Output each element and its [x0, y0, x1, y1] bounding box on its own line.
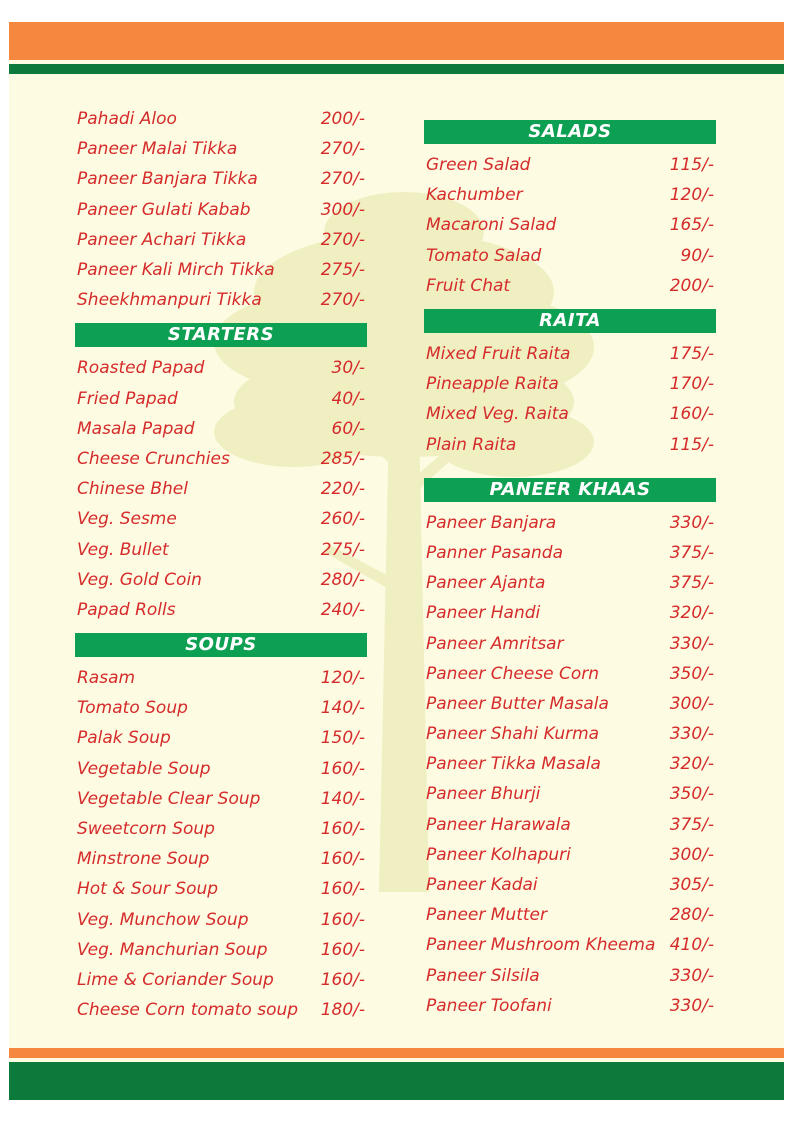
- top-green-band: [9, 64, 784, 74]
- item-name: Vegetable Soup: [77, 758, 211, 779]
- soups-list: [75, 663, 367, 1025]
- menu-item: [75, 844, 367, 874]
- menu-item: [424, 150, 716, 180]
- left-column: [75, 104, 367, 1025]
- item-name: Tomato Soup: [77, 698, 188, 719]
- menu-item: [75, 693, 367, 723]
- menu-item: [424, 900, 716, 930]
- item-price: 165/-: [669, 215, 714, 236]
- soups-header: SOUPS: [75, 633, 367, 657]
- menu-item: [75, 504, 367, 534]
- item-price: 300/-: [669, 844, 714, 865]
- menu-item: [424, 659, 716, 689]
- item-name: Pahadi Aloo: [77, 109, 177, 130]
- item-name: Panner Pasanda: [426, 542, 563, 563]
- menu-item: [75, 444, 367, 474]
- paneer-khaas-header: PANEER KHAAS: [424, 478, 716, 502]
- item-name: Chinese Bhel: [77, 479, 188, 500]
- item-price: 40/-: [331, 388, 365, 409]
- item-name: Paneer Butter Masala: [426, 693, 609, 714]
- menu-item: [75, 164, 367, 194]
- menu-item: [75, 104, 367, 134]
- menu-item: [75, 565, 367, 595]
- item-name: Veg. Munchow Soup: [77, 909, 249, 930]
- item-price: 160/-: [320, 909, 365, 930]
- menu-item: [424, 598, 716, 628]
- item-name: Veg. Manchurian Soup: [77, 939, 268, 960]
- item-price: 350/-: [669, 663, 714, 684]
- starters-header: STARTERS: [75, 323, 367, 347]
- menu-item: [75, 255, 367, 285]
- item-name: Roasted Papad: [77, 358, 205, 379]
- item-name: Sheekhmanpuri Tikka: [77, 290, 262, 311]
- menu-item: [424, 271, 716, 301]
- item-price: 120/-: [320, 668, 365, 689]
- item-name: Paneer Tikka Masala: [426, 754, 601, 775]
- menu-item: [424, 991, 716, 1021]
- menu-item: [424, 538, 716, 568]
- item-name: Veg. Gold Coin: [77, 569, 202, 590]
- menu-item: [424, 689, 716, 719]
- salads-list: [424, 150, 716, 301]
- menu-item: [424, 241, 716, 271]
- top-items-list: [75, 104, 367, 315]
- item-price: 320/-: [669, 754, 714, 775]
- item-name: Paneer Toofani: [426, 995, 552, 1016]
- menu-item: [75, 874, 367, 904]
- item-name: Sweetcorn Soup: [77, 819, 215, 840]
- item-name: Paneer Shahi Kurma: [426, 724, 600, 745]
- item-name: Paneer Cheese Corn: [426, 663, 600, 684]
- item-price: 330/-: [669, 633, 714, 654]
- item-price: 160/-: [320, 939, 365, 960]
- menu-item: [75, 195, 367, 225]
- item-name: Paneer Ajanta: [426, 573, 546, 594]
- item-price: 160/-: [320, 758, 365, 779]
- item-price: 180/-: [320, 1000, 365, 1021]
- bottom-green-band: [9, 1062, 784, 1100]
- menu-item: [424, 369, 716, 399]
- menu-item: [424, 779, 716, 809]
- item-name: Papad Rolls: [77, 599, 176, 620]
- item-name: Veg. Sesme: [77, 509, 177, 530]
- item-name: Paneer Kolhapuri: [426, 844, 571, 865]
- item-name: Palak Soup: [77, 728, 171, 749]
- item-price: 375/-: [669, 573, 714, 594]
- item-price: 240/-: [320, 599, 365, 620]
- menu-item: [424, 810, 716, 840]
- menu-item: [75, 965, 367, 995]
- item-name: Mixed Fruit Raita: [426, 344, 571, 365]
- item-price: 175/-: [669, 344, 714, 365]
- item-name: Pineapple Raita: [426, 374, 559, 395]
- item-price: 170/-: [669, 374, 714, 395]
- item-name: Paneer Bhurji: [426, 784, 541, 805]
- item-price: 200/-: [320, 109, 365, 130]
- menu-item: [424, 210, 716, 240]
- item-price: 275/-: [320, 260, 365, 281]
- item-name: Masala Papad: [77, 418, 195, 439]
- top-orange-band: [9, 22, 784, 60]
- item-price: 120/-: [669, 185, 714, 206]
- menu-item: [75, 534, 367, 564]
- item-price: 160/-: [320, 819, 365, 840]
- menu-item: [75, 353, 367, 383]
- item-name: Paneer Gulati Kabab: [77, 199, 251, 220]
- item-price: 330/-: [669, 995, 714, 1016]
- item-name: Paneer Achari Tikka: [77, 229, 247, 250]
- menu-item: [75, 784, 367, 814]
- menu-item: [424, 339, 716, 369]
- bottom-orange-band: [9, 1048, 784, 1058]
- menu-item: [424, 568, 716, 598]
- item-price: 150/-: [320, 728, 365, 749]
- menu-item: [424, 628, 716, 658]
- item-price: 270/-: [320, 290, 365, 311]
- item-name: Tomato Salad: [426, 245, 542, 266]
- item-price: 140/-: [320, 788, 365, 809]
- menu-item: [424, 840, 716, 870]
- item-price: 320/-: [669, 603, 714, 624]
- item-price: 410/-: [669, 935, 714, 956]
- paneer-khaas-list: [424, 508, 716, 1021]
- item-name: Cheese Corn tomato soup: [77, 1000, 299, 1021]
- menu-item: [75, 905, 367, 935]
- menu-item: [424, 961, 716, 991]
- item-price: 160/-: [320, 969, 365, 990]
- item-name: Kachumber: [426, 185, 523, 206]
- item-price: 270/-: [320, 229, 365, 250]
- item-name: Paneer Malai Tikka: [77, 139, 238, 160]
- item-price: 300/-: [320, 199, 365, 220]
- menu-item: [75, 814, 367, 844]
- menu-item: [75, 285, 367, 315]
- item-name: Green Salad: [426, 155, 531, 176]
- item-price: 140/-: [320, 698, 365, 719]
- item-price: 270/-: [320, 169, 365, 190]
- item-price: 280/-: [669, 905, 714, 926]
- menu-item: [75, 754, 367, 784]
- item-name: Plain Raita: [426, 434, 517, 455]
- item-price: 220/-: [320, 479, 365, 500]
- menu-item: [75, 384, 367, 414]
- item-price: 90/-: [680, 245, 714, 266]
- menu-item: [424, 749, 716, 779]
- menu-item: [75, 225, 367, 255]
- item-price: 260/-: [320, 509, 365, 530]
- item-price: 330/-: [669, 724, 714, 745]
- item-price: 30/-: [331, 358, 365, 379]
- menu-item: [424, 930, 716, 960]
- item-price: 285/-: [320, 448, 365, 469]
- menu-page: [9, 22, 784, 1100]
- item-name: Paneer Kadai: [426, 875, 538, 896]
- menu-item: [75, 723, 367, 753]
- item-name: Paneer Mushroom Kheema: [426, 935, 656, 956]
- menu-item: [424, 870, 716, 900]
- item-price: 305/-: [669, 875, 714, 896]
- item-price: 330/-: [669, 512, 714, 533]
- item-name: Paneer Mutter: [426, 905, 547, 926]
- menu-item: [424, 719, 716, 749]
- item-name: Paneer Amritsar: [426, 633, 564, 654]
- item-price: 330/-: [669, 965, 714, 986]
- item-name: Paneer Harawala: [426, 814, 571, 835]
- menu-item: [75, 995, 367, 1025]
- item-price: 160/-: [320, 879, 365, 900]
- menu-item: [75, 474, 367, 504]
- menu-item: [75, 663, 367, 693]
- menu-item: [424, 399, 716, 429]
- item-price: 300/-: [669, 693, 714, 714]
- item-price: 270/-: [320, 139, 365, 160]
- item-name: Cheese Crunchies: [77, 448, 230, 469]
- menu-item: [75, 935, 367, 965]
- item-price: 115/-: [669, 155, 714, 176]
- item-price: 375/-: [669, 542, 714, 563]
- item-name: Fried Papad: [77, 388, 178, 409]
- item-name: Rasam: [77, 668, 136, 689]
- item-price: 350/-: [669, 784, 714, 805]
- item-name: Lime & Coriander Soup: [77, 969, 274, 990]
- menu-item: [75, 595, 367, 625]
- raita-list: [424, 339, 716, 460]
- item-name: Vegetable Clear Soup: [77, 788, 261, 809]
- item-name: Macaroni Salad: [426, 215, 557, 236]
- item-price: 280/-: [320, 569, 365, 590]
- item-price: 60/-: [331, 418, 365, 439]
- item-price: 200/-: [669, 275, 714, 296]
- menu-item: [75, 134, 367, 164]
- item-name: Paneer Silsila: [426, 965, 540, 986]
- menu-item: [75, 414, 367, 444]
- menu-item: [424, 180, 716, 210]
- item-name: Paneer Banjara: [426, 512, 557, 533]
- starters-list: [75, 353, 367, 625]
- item-name: Hot & Sour Soup: [77, 879, 219, 900]
- item-name: Veg. Bullet: [77, 539, 169, 560]
- item-price: 375/-: [669, 814, 714, 835]
- salads-header: SALADS: [424, 120, 716, 144]
- item-name: Paneer Banjara Tikka: [77, 169, 258, 190]
- item-name: Mixed Veg. Raita: [426, 404, 569, 425]
- item-price: 275/-: [320, 539, 365, 560]
- item-price: 160/-: [669, 404, 714, 425]
- raita-header: RAITA: [424, 309, 716, 333]
- menu-item: [424, 508, 716, 538]
- item-name: Fruit Chat: [426, 275, 511, 296]
- item-name: Minstrone Soup: [77, 849, 210, 870]
- right-column: [424, 112, 716, 1021]
- item-price: 160/-: [320, 849, 365, 870]
- item-name: Paneer Handi: [426, 603, 541, 624]
- item-name: Paneer Kali Mirch Tikka: [77, 260, 275, 281]
- menu-item: [424, 430, 716, 460]
- item-price: 115/-: [669, 434, 714, 455]
